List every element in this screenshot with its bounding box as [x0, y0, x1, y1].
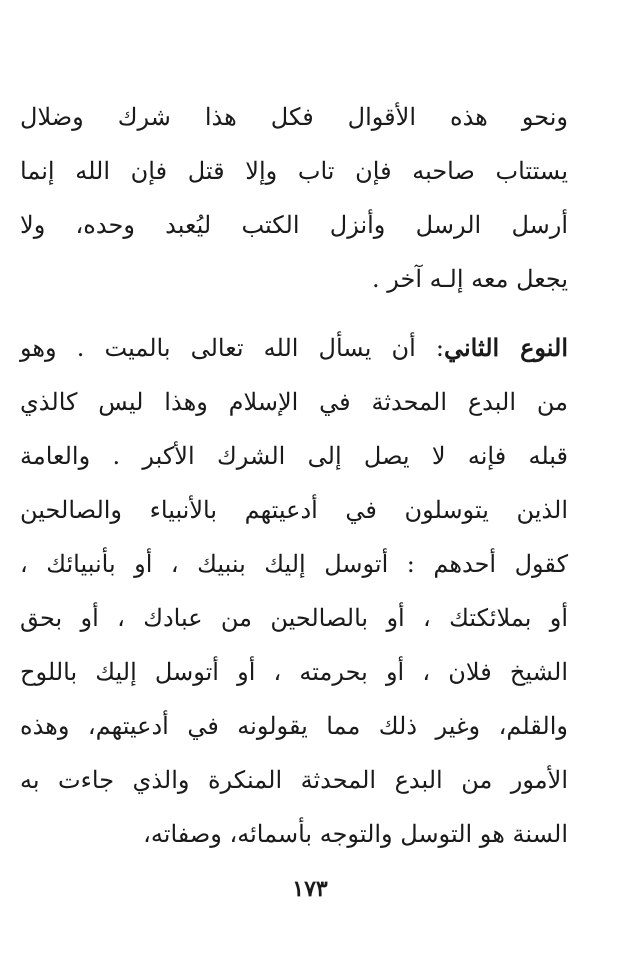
paragraph-2-line-10: السنة هو التوسل والتوجه بأسمائه، وصفاته، — [143, 820, 568, 848]
paragraph-2 — [20, 321, 568, 861]
paragraph-1-line-1: ونحو هذه الأقوال فكل هذا شرك وضلال — [20, 103, 568, 131]
section-heading: النوع الثاني — [444, 333, 569, 362]
paragraph-2-line-1-text: : أن يسأل الله تعالى بالميت . وهو — [20, 334, 444, 362]
paragraph-2-line-7: الشيخ فلان ، أو بحرمته ، أو أتوسل إليك باللوح — [20, 658, 568, 686]
paragraph-2-line-6: أو بملائكتك ، أو بالصالحين من عبادك ، أو بحق — [20, 604, 568, 632]
paragraph-2-line-3: قبله فإنه لا يصل إلى الشرك الأكبر . والعامة — [20, 442, 568, 470]
page-number: ١٧٣ — [292, 876, 328, 902]
paragraph-1-line-2: يستتاب صاحبه فإن تاب وإلا قتل فإن الله إنما — [20, 157, 568, 185]
paragraph-2-line-1 — [20, 321, 568, 375]
paragraph-1 — [20, 90, 568, 306]
paragraph-2-line-5: كقول أحدهم : أتوسل إليك بنبيك ، أو بأنبيائك ، — [20, 550, 568, 578]
paragraph-2-line-8: والقلم، وغير ذلك مما يقولونه في أدعيتهم، وهذه — [20, 712, 568, 740]
paragraph-1-line-3: أرسل الرسل وأنزل الكتب ليُعبد وحده، ولا — [20, 211, 568, 239]
paragraph-2-line-9: الأمور من البدع المحدثة المنكرة والذي جاءت به — [20, 766, 568, 794]
paragraph-1-line-4: يجعل معه إلـه آخر . — [372, 265, 568, 293]
paragraph-2-line-4: الذين يتوسلون في أدعيتهم بالأنبياء والصالحين — [20, 496, 568, 524]
paragraph-2-line-2: من البدع المحدثة في الإسلام وهذا ليس كالذي — [20, 388, 568, 416]
